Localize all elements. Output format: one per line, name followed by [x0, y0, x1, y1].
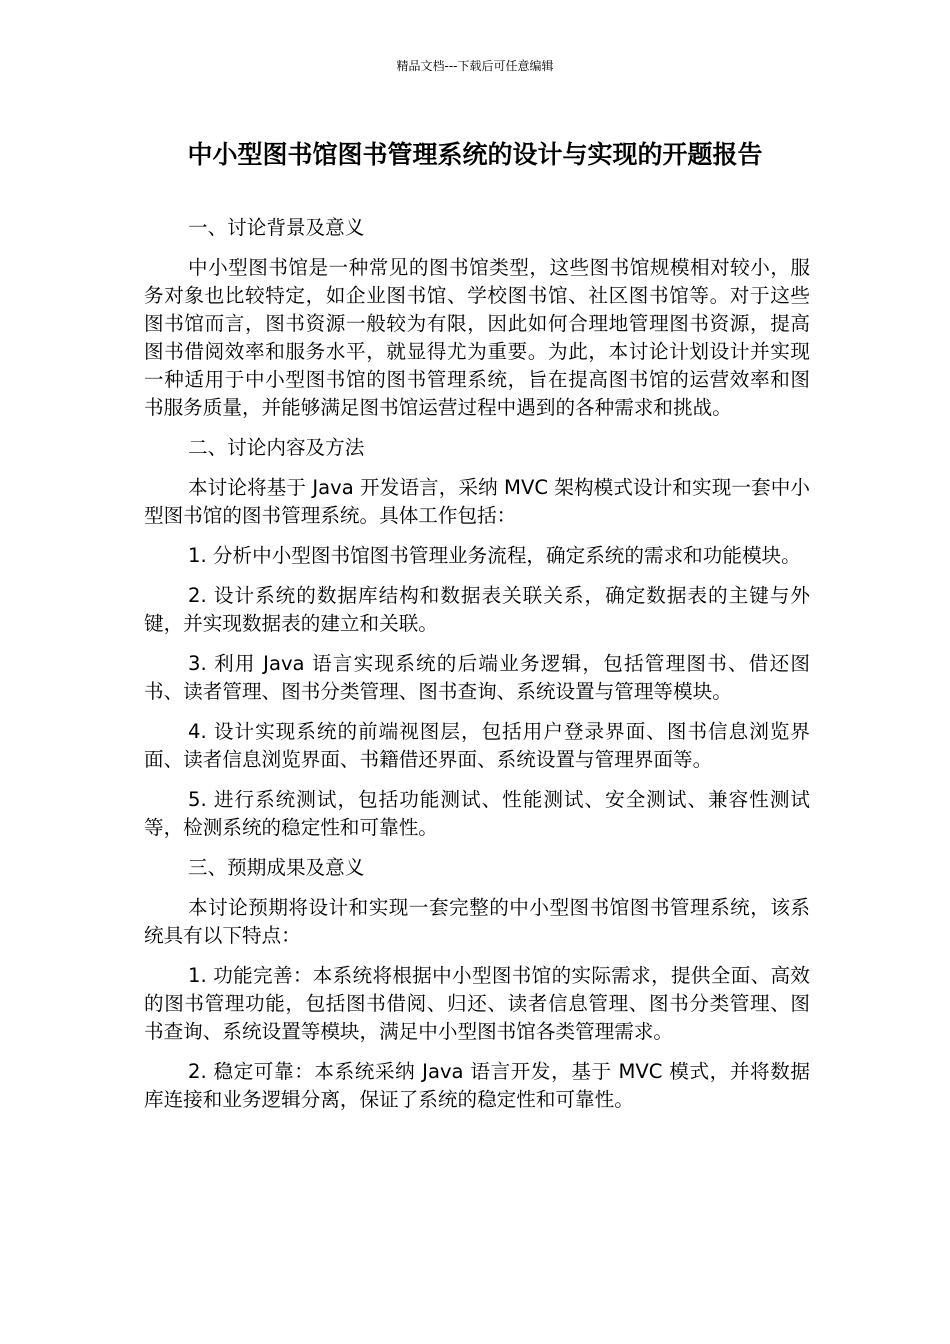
- header-note: 精品文档---下载后可任意编辑: [396, 59, 554, 73]
- list-item-work-3: 3. 利用 Java 语言实现系统的后端业务逻辑，包括管理图书、借还图书、读者管理、图书分类管理、图书查询、系统设置与管理等模块。: [144, 652, 810, 703]
- list-item-feature-1: 1. 功能完善：本系统将根据中小型图书馆的实际需求，提供全面、高效的图书管理功能，包括图书借阅、归还、读者信息管理、图书分类管理、图书查询、系统设置等模块，满足中小型图书馆各类管理需求。: [144, 964, 810, 1043]
- list-item-work-5: 5. 进行系统测试，包括功能测试、性能测试、安全测试、兼容性测试等，检测系统的稳定性和可靠性。: [144, 788, 810, 839]
- paragraph-outcomes-intro: 本讨论预期将设计和实现一套完整的中小型图书馆图书管理系统，该系统具有以下特点：: [144, 896, 810, 947]
- paragraph-methods-intro: 本讨论将基于 Java 开发语言，采纳 MVC 架构模式设计和实现一套中小型图书馆的图书管理系统。具体工作包括：: [144, 476, 810, 527]
- section-heading-background: 一、讨论背景及意义: [188, 216, 365, 239]
- section-heading-methods: 二、讨论内容及方法: [188, 436, 365, 459]
- document-body: [144, 214, 810, 1126]
- paragraph-background: 中小型图书馆是一种常见的图书馆类型，这些图书馆规模相对较小，服务对象也比较特定，如企业图书馆、学校图书馆、社区图书馆等。对于这些图书馆而言，图书资源一般较为有限，因此如何合理地管理图书资源，提高图书借阅效率和服务水平，就显得尤为重要。为此，本讨论计划设计并实现一种适用于中小型图书馆的图书管理系统，旨在提高图书馆的运营效率和图书服务质量，并能够满足图书馆运营过程中遇到的各种需求和挑战。: [144, 256, 810, 419]
- section-heading-outcomes: 三、预期成果及意义: [188, 856, 365, 879]
- list-item-work-2: 2. 设计系统的数据库结构和数据表关联关系，确定数据表的主键与外键，并实现数据表的建立和关联。: [144, 584, 810, 635]
- list-item-work-1: 1. 分析中小型图书馆图书管理业务流程，确定系统的需求和功能模块。: [188, 544, 801, 567]
- list-item-feature-2: 2. 稳定可靠：本系统采纳 Java 语言开发，基于 MVC 模式，并将数据库连接和业务逻辑分离，保证了系统的稳定性和可靠性。: [144, 1060, 810, 1111]
- list-item-work-4: 4. 设计实现系统的前端视图层，包括用户登录界面、图书信息浏览界面、读者信息浏览界面、书籍借还界面、系统设置与管理界面等。: [144, 720, 810, 771]
- document-title: 中小型图书馆图书管理系统的设计与实现的开题报告: [187, 140, 763, 169]
